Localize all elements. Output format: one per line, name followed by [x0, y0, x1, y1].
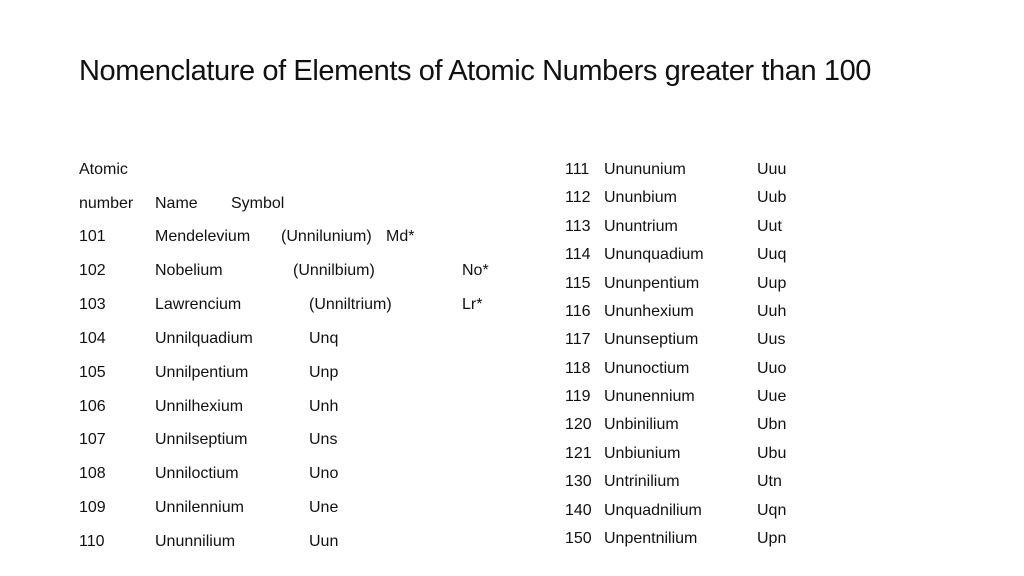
- element-number: 120: [565, 416, 592, 433]
- element-number: 112: [565, 189, 591, 206]
- element-number: 115: [565, 275, 591, 292]
- element-name: Ununhexium: [604, 303, 694, 320]
- element-name: Unquadnilium: [604, 502, 702, 519]
- element-name: Unbinilium: [604, 416, 679, 433]
- element-symbol: Uut: [757, 218, 782, 235]
- element-name: Untrinilium: [604, 473, 680, 490]
- element-number: 101: [79, 228, 106, 245]
- element-number: 121: [565, 445, 592, 462]
- element-name: Unnilseptium: [155, 431, 248, 448]
- header-number: number: [79, 195, 134, 212]
- element-name: Mendelevium: [155, 228, 251, 245]
- element-name: Unununium: [604, 161, 686, 178]
- element-symbol: Uuh: [757, 303, 787, 320]
- element-name: Ununquadium: [604, 246, 704, 263]
- element-number: 114: [565, 246, 591, 263]
- element-symbol: Uup: [757, 275, 787, 292]
- element-number: 150: [565, 530, 592, 547]
- element-number: 102: [79, 262, 106, 279]
- element-symbol: Uno: [309, 465, 339, 482]
- element-symbol: Uns: [309, 431, 338, 448]
- element-number: 113: [565, 218, 591, 235]
- element-symbol: Uuo: [757, 360, 787, 377]
- element-number: 105: [79, 364, 106, 381]
- header-name: Name: [155, 195, 198, 212]
- element-symbol: Uqn: [757, 502, 787, 519]
- element-number: 107: [79, 431, 106, 448]
- element-number: 109: [79, 499, 106, 516]
- element-symbol: Ubu: [757, 445, 787, 462]
- element-name: Unpentnilium: [604, 530, 698, 547]
- element-number: 103: [79, 296, 106, 313]
- element-name: Ununnilium: [155, 533, 236, 550]
- element-symbol: Uus: [757, 331, 786, 348]
- header-atomic: Atomic: [79, 161, 128, 178]
- element-name: Ununpentium: [604, 275, 700, 292]
- element-name: Ununennium: [604, 388, 695, 405]
- element-name: Ununtrium: [604, 218, 678, 235]
- element-symbol: Uuu: [757, 161, 787, 178]
- element-symbol: Upn: [757, 530, 787, 547]
- element-name: Nobelium: [155, 262, 223, 279]
- element-symbol: No*: [462, 262, 489, 279]
- element-name: Unnilhexium: [155, 398, 244, 415]
- element-number: 118: [565, 360, 591, 377]
- element-iupac-name: (Unnilunium): [281, 228, 372, 245]
- element-number: 130: [565, 473, 592, 490]
- element-symbol: Unp: [309, 364, 339, 381]
- element-name: Lawrencium: [155, 296, 242, 313]
- element-number: 117: [565, 331, 591, 348]
- element-number: 119: [565, 388, 591, 405]
- element-number: 106: [79, 398, 106, 415]
- element-symbol: Utn: [757, 473, 782, 490]
- element-name: Ununbium: [604, 189, 677, 206]
- element-symbol: Uue: [757, 388, 787, 405]
- element-number: 110: [79, 533, 105, 550]
- element-name: Unniloctium: [155, 465, 239, 482]
- element-number: 108: [79, 465, 106, 482]
- element-name: Unbiunium: [604, 445, 681, 462]
- element-number: 111: [565, 161, 590, 178]
- element-iupac-name: (Unnilbium): [293, 262, 375, 279]
- element-iupac-name: (Unniltrium): [309, 296, 392, 313]
- element-name: Ununseptium: [604, 331, 699, 348]
- element-name: Unnilquadium: [155, 330, 253, 347]
- element-symbol: Unh: [309, 398, 339, 415]
- element-symbol: Uuq: [757, 246, 787, 263]
- element-symbol: Une: [309, 499, 339, 516]
- element-symbol: Ubn: [757, 416, 787, 433]
- page-title: Nomenclature of Elements of Atomic Numbers greater than 100: [79, 55, 872, 87]
- element-name: Unnilpentium: [155, 364, 249, 381]
- element-symbol: Unq: [309, 330, 339, 347]
- element-symbol: Uun: [309, 533, 339, 550]
- element-name: Unnilennium: [155, 499, 244, 516]
- header-symbol: Symbol: [231, 195, 285, 212]
- element-number: 140: [565, 502, 592, 519]
- element-number: 104: [79, 330, 106, 347]
- element-symbol: Lr*: [462, 296, 483, 313]
- element-symbol: Md*: [386, 228, 415, 245]
- element-number: 116: [565, 303, 591, 320]
- element-name: Ununoctium: [604, 360, 690, 377]
- element-symbol: Uub: [757, 189, 787, 206]
